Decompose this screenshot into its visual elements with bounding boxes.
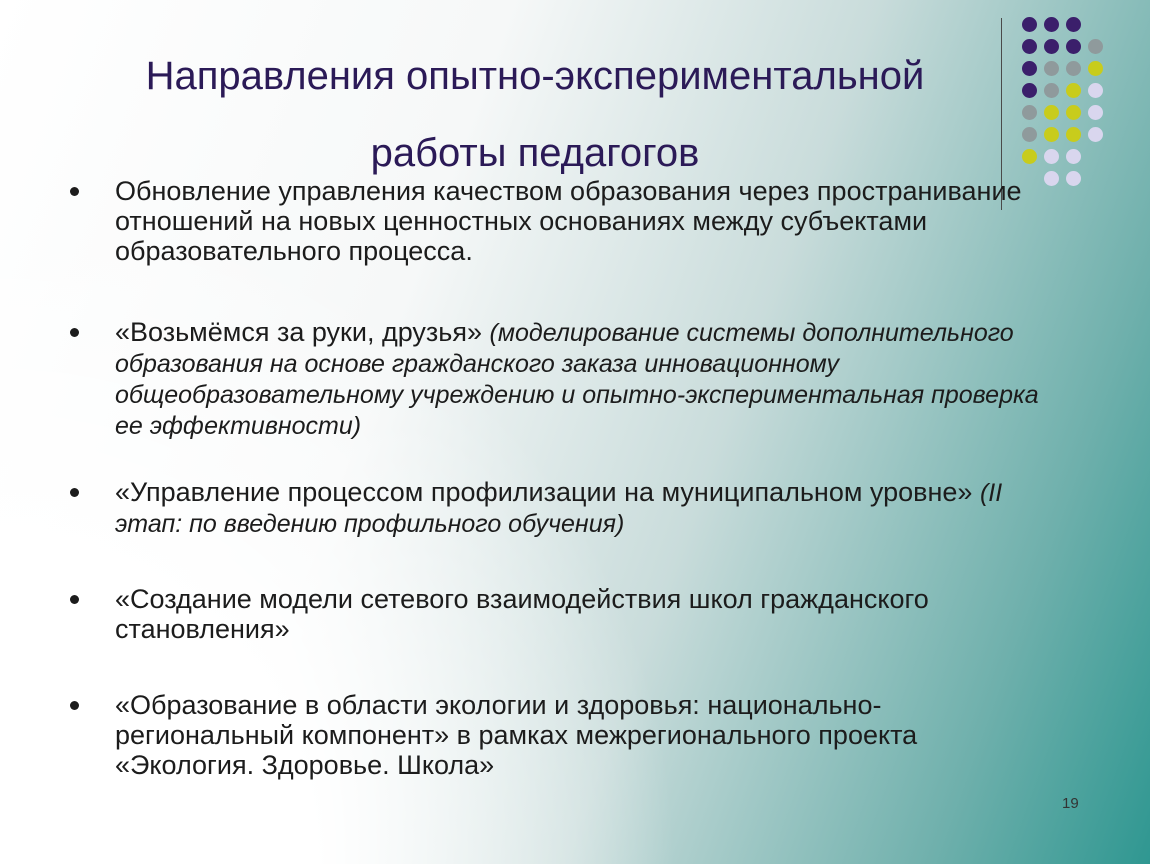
decorative-dot: [1022, 105, 1037, 120]
decorative-dot: [1044, 17, 1059, 32]
page-number: 19: [1062, 795, 1079, 812]
decorative-dot: [1022, 17, 1037, 32]
decorative-dot: [1044, 39, 1059, 54]
decorative-dot: [1066, 39, 1081, 54]
bullet-note: (II этап: по введению профильного обучения): [115, 479, 1003, 538]
bullet-item-5: [70, 690, 1050, 780]
decorative-dot: [1022, 149, 1037, 164]
title-line-1: Направления опытно-экспериментальной: [145, 54, 925, 98]
decorative-dot: [1022, 61, 1037, 76]
bullet-marker: [70, 328, 79, 337]
slide-title: [0, 38, 1070, 192]
decorative-dot: [1088, 61, 1103, 76]
bullet-marker: [70, 187, 79, 196]
bullet-marker: [70, 595, 79, 604]
bullet-item-4: [70, 584, 1050, 644]
decorative-dot: [1044, 105, 1059, 120]
bullet-text: «Возьмёмся за руки, друзья» (моделирование системы дополнительного образования на основе гражданского заказа инновационному общеобразовательному учреждению и опытно-экспериментальная проверка ее эффективности): [115, 317, 1039, 440]
bullet-item-3: [70, 477, 1050, 539]
decorative-dot: [1066, 105, 1081, 120]
decorative-dot: [1022, 127, 1037, 142]
decorative-dot: [1088, 105, 1103, 120]
decorative-dot: [1088, 39, 1103, 54]
decorative-dot: [1022, 83, 1037, 98]
bullet-marker: [70, 701, 79, 710]
decorative-dot: [1088, 83, 1103, 98]
bullet-text: «Образование в области экологии и здоровья: национально-региональный компонент» в рамках межрегионального проекта «Экология. Здоровье. Школа»: [115, 690, 918, 780]
decorative-dot: [1088, 127, 1103, 142]
decorative-dot: [1066, 61, 1081, 76]
bullet-text: «Создание модели сетевого взаимодействия школ гражданского становления»: [115, 584, 929, 644]
bullet-text: Обновление управления качеством образования через пространивание отношений на новых ценностных основаниях между субъектами образовательного процесса.: [115, 176, 1022, 266]
decorative-dot: [1066, 127, 1081, 142]
title-line-2: работы педагогов: [370, 131, 700, 175]
bullet-item-2: [70, 317, 1050, 441]
bullet-marker: [70, 488, 79, 497]
decorative-dot: [1044, 149, 1059, 164]
decorative-dot: [1044, 127, 1059, 142]
bullet-item-1: [70, 176, 1050, 266]
bullet-text: «Управление процессом профилизации на муниципальном уровне» (II этап: по введению профильного обучения): [115, 477, 1003, 538]
decorative-dot: [1044, 61, 1059, 76]
decorative-dot: [1066, 83, 1081, 98]
decorative-dot: [1066, 149, 1081, 164]
decorative-dot: [1066, 171, 1081, 186]
decorative-dot: [1066, 17, 1081, 32]
decorative-dot: [1044, 83, 1059, 98]
bullet-note: (моделирование системы дополнительного образования на основе гражданского заказа инновационному общеобразовательному учреждению и опытно-экспериментальная проверка ее эффективности): [115, 319, 1039, 440]
decorative-dot: [1022, 39, 1037, 54]
